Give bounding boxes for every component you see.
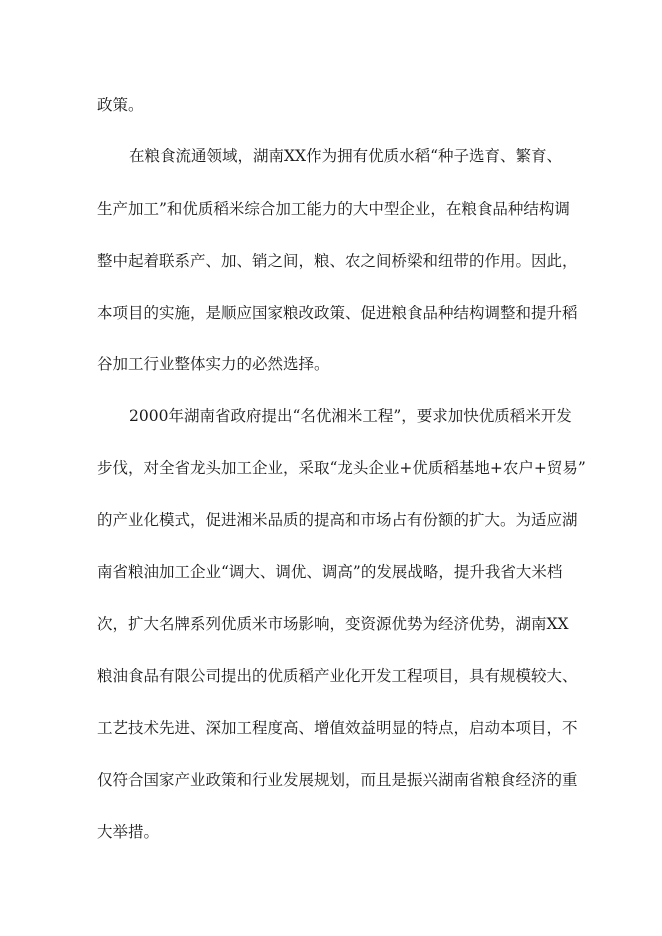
- paragraph-2-line-9: 大举措。: [97, 823, 160, 841]
- paragraph-1-line-4: 本项目的实施，是顺应国家粮改政策、促进粮食品种结构调整和提升稻: [97, 304, 578, 322]
- paragraph-1-line-2: 生产加工”和优质稻米综合加工能力的大中型企业，在粮食品种结构调: [97, 200, 570, 218]
- paragraph-2-line-5: 次，扩大名牌系列优质米市场影响，变资源优势为经济优势，湖南XX: [97, 615, 569, 633]
- paragraph-2-line-3: 的产业化模式，促进湘米品质的提高和市场占有份额的扩大。为适应湖: [97, 511, 578, 529]
- paragraph-line-continuation: 政策。: [97, 96, 144, 114]
- paragraph-2-line-4: 南省粮油加工企业“调大、调优、调高”的发展战略，提升我省大米档: [97, 563, 563, 581]
- paragraph-1-line-1: 在粮食流通领域，湖南XX作为拥有优质水稻“种子选育、繁育、: [129, 147, 562, 165]
- paragraph-2-line-2: 步伐，对全省龙头加工企业，采取“龙头企业+优质稻基地+农户+贸易”: [97, 459, 586, 477]
- paragraph-2-line-1: 2000年湖南省政府提出“名优湘米工程”，要求加快优质稻米开发: [129, 407, 572, 425]
- paragraph-1-line-3: 整中起着联系产、加、销之间，粮、农之间桥梁和纽带的作用。因此，: [97, 252, 578, 270]
- paragraph-2-line-6: 粮油食品有限公司提出的优质稻产业化开发工程项目，具有规模较大、: [97, 667, 578, 685]
- paragraph-2-line-7: 工艺技术先进、深加工程度高、增值效益明显的特点，启动本项目，不: [97, 719, 578, 737]
- paragraph-2-line-8: 仅符合国家产业政策和行业发展规划，而且是振兴湖南省粮食经济的重: [97, 771, 578, 789]
- paragraph-1-line-5: 谷加工行业整体实力的必然选择。: [97, 355, 330, 373]
